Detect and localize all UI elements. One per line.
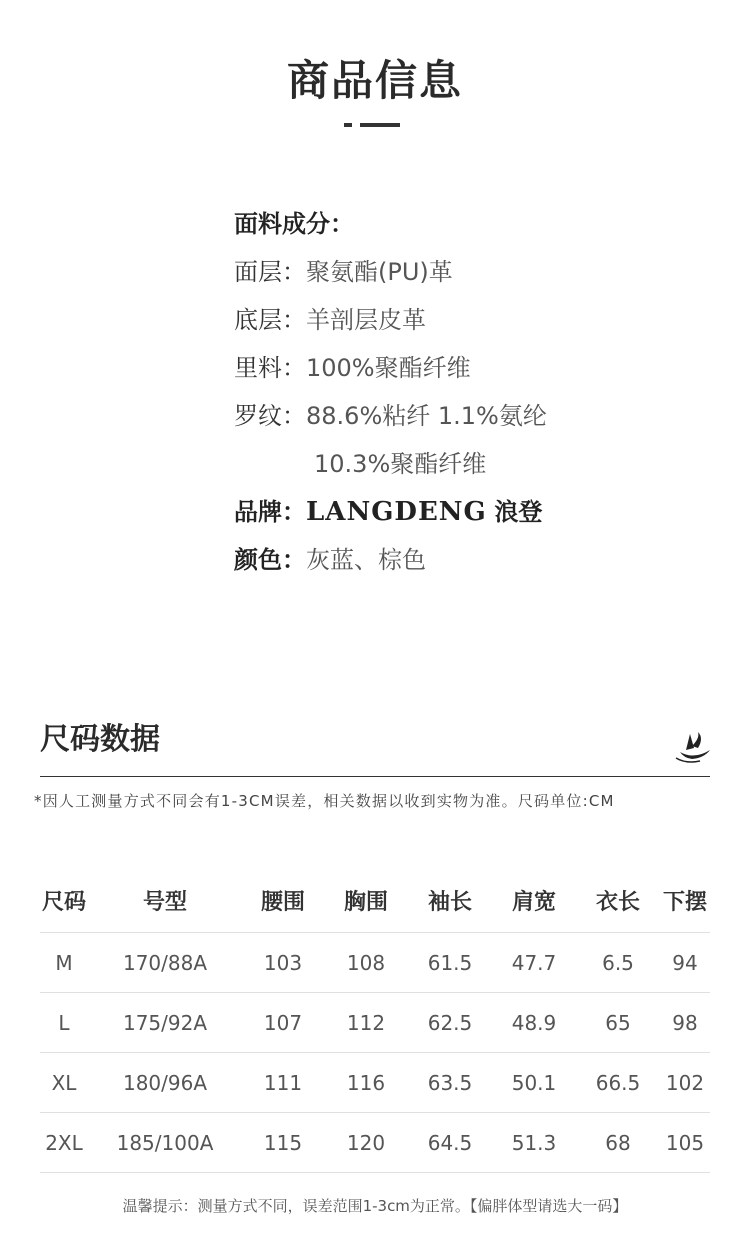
header-cell: 腰围: [260, 889, 305, 915]
table-cell: 51.3: [511, 1130, 557, 1155]
brand-row: 品牌：LANGDENG 浪登: [234, 497, 543, 527]
table-row: [40, 993, 710, 1053]
table-cell: 65: [605, 1010, 631, 1035]
table-cell: XL: [51, 1070, 77, 1095]
table-header-row: [40, 868, 710, 933]
table-cell: 63.5: [427, 1070, 473, 1095]
table-cell: M: [55, 950, 73, 975]
table-cell: 2XL: [45, 1130, 83, 1155]
header-cell: 号型: [142, 889, 187, 915]
table-cell: 185/100A: [116, 1130, 214, 1155]
table-cell: 48.9: [511, 1010, 557, 1035]
table-cell: 66.5: [595, 1070, 641, 1095]
product-info-title: 商品信息: [286, 56, 463, 105]
table-cell: 116: [346, 1070, 386, 1095]
fabric-row-base: 底层：羊剖层皮革: [234, 306, 426, 334]
brand-name-cn: 浪登: [494, 497, 543, 526]
size-section-title: 尺码数据: [40, 722, 160, 757]
fabric-heading: 面料成分：: [234, 210, 354, 238]
table-cell: 94: [672, 950, 698, 975]
fabric-row-lining: 里料：100%聚酯纤维: [234, 354, 471, 382]
product-info-list: [234, 200, 714, 584]
table-cell: 102: [665, 1070, 705, 1095]
table-cell: 175/92A: [122, 1010, 208, 1035]
table-cell: L: [58, 1010, 70, 1035]
title-decoration-dot: [344, 123, 352, 127]
header-cell: 衣长: [595, 889, 640, 915]
header-cell: 袖长: [427, 889, 472, 915]
section-divider: [40, 776, 710, 777]
title-decoration-bar: [360, 123, 400, 127]
table-row: [40, 1113, 710, 1173]
table-cell: 62.5: [427, 1010, 473, 1035]
footer-tip: 温馨提示：测量方式不同，误差范围1-3cm为正常。【偏胖体型请选大一码】: [122, 1197, 628, 1215]
table-cell: 180/96A: [122, 1070, 208, 1095]
table-cell: 6.5: [602, 950, 634, 975]
table-cell: 170/88A: [122, 950, 208, 975]
table-cell: 50.1: [511, 1070, 557, 1095]
header-cell: 下摆: [662, 889, 707, 915]
table-cell: 47.7: [511, 950, 557, 975]
header-cell: 尺码: [41, 889, 86, 915]
table-row: [40, 1053, 710, 1113]
table-cell: 103: [263, 950, 303, 975]
fabric-row-outer: 面层：聚氨酯(PU)革: [234, 258, 453, 286]
table-cell: 64.5: [427, 1130, 473, 1155]
table-cell: 68: [605, 1130, 631, 1155]
boat-logo-icon: [674, 728, 714, 764]
table-cell: 112: [346, 1010, 386, 1035]
table-cell: 107: [263, 1010, 303, 1035]
table-cell: 115: [263, 1130, 303, 1155]
fabric-row-rib-continued: 10.3%聚酯纤维: [314, 450, 487, 478]
brand-name-en: LANGDENG: [306, 497, 487, 527]
header-cell: 胸围: [343, 889, 388, 915]
table-cell: 105: [665, 1130, 705, 1155]
table-row: [40, 933, 710, 993]
table-cell: 120: [346, 1130, 386, 1155]
color-row: 颜色：灰蓝、棕色: [234, 546, 426, 574]
table-cell: 111: [263, 1070, 303, 1095]
measurement-note: *因人工测量方式不同会有1-3CM误差，相关数据以收到实物为准。尺码单位:CM: [34, 792, 615, 810]
table-cell: 108: [346, 950, 386, 975]
fabric-row-rib: 罗纹：88.6%粘纤 1.1%氨纶: [234, 402, 547, 430]
table-cell: 61.5: [427, 950, 473, 975]
size-table: [40, 868, 710, 1173]
header-cell: 肩宽: [511, 889, 556, 915]
table-cell: 98: [672, 1010, 698, 1035]
